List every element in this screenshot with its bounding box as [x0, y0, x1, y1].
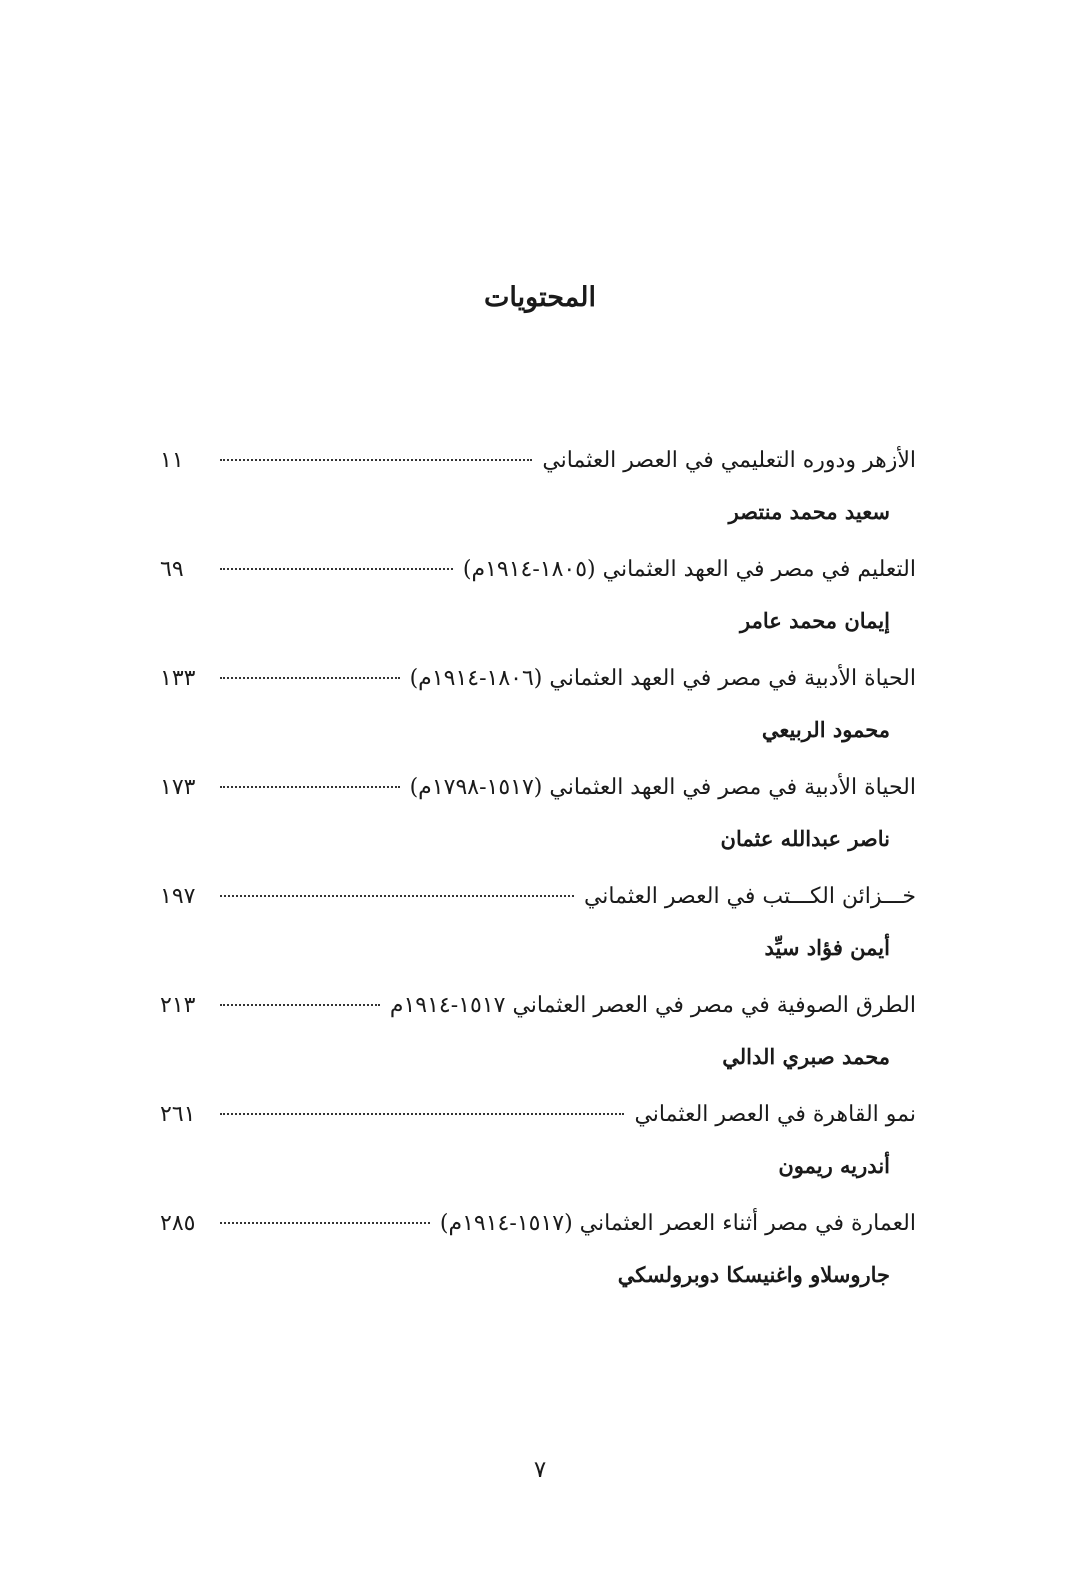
dot-leader: [220, 676, 400, 679]
toc-entry-title: الأزهر ودوره التعليمي في العصر العثماني: [542, 448, 916, 473]
dot-leader: [220, 1221, 430, 1224]
toc-entry: [160, 993, 916, 1102]
toc-entry-page: ١٩٧: [160, 884, 196, 909]
toc-entry: [160, 775, 916, 884]
toc-entry-line: [160, 666, 916, 710]
toc-entry-title: الحياة الأدبية في مصر في العهد العثماني (١٨٠٦-١٩١٤م): [409, 666, 916, 691]
toc-entry-title: الحياة الأدبية في مصر في العهد العثماني (١٥١٧-١٧٩٨م): [409, 775, 916, 800]
toc-entry-page: ٢٦١: [160, 1102, 196, 1127]
toc-entry-title: العمارة في مصر أثناء العصر العثماني (١٥١٧-١٩١٤م): [439, 1211, 916, 1236]
toc-entry-page: ١١: [160, 448, 184, 473]
dot-leader: [220, 567, 453, 570]
toc-entry: [160, 1102, 916, 1211]
toc-entry-page: ٦٩: [160, 557, 184, 582]
toc-entry-author: محمد صبري الدالي: [722, 1044, 890, 1069]
table-of-contents: [160, 448, 916, 1320]
toc-entry-line: [160, 1102, 916, 1146]
toc-entry: [160, 884, 916, 993]
toc-entry-line: [160, 448, 916, 492]
toc-entry-author: محمود الربيعي: [761, 717, 890, 742]
page-number: ٧: [533, 1457, 547, 1483]
toc-entry-line: [160, 884, 916, 928]
toc-entry-line: [160, 557, 916, 601]
toc-entry: [160, 448, 916, 557]
toc-entry-page: ٢٨٥: [160, 1211, 196, 1236]
toc-entry-page: ٢١٣: [160, 993, 196, 1018]
dot-leader: [220, 894, 574, 897]
dot-leader: [220, 1003, 380, 1006]
toc-entry: [160, 557, 916, 666]
dot-leader: [220, 458, 532, 461]
toc-entry-line: [160, 775, 916, 819]
toc-entry: [160, 1211, 916, 1320]
toc-entry-author: سعيد محمد منتصر: [728, 499, 890, 524]
toc-entry-author: ناصر عبدالله عثمان: [720, 826, 890, 851]
toc-entry-title: الطرق الصوفية في مصر في العصر العثماني ١٥١٧-١٩١٤م: [389, 993, 916, 1018]
dot-leader: [220, 1112, 624, 1115]
toc-entry-page: ١٣٣: [160, 666, 196, 691]
toc-entry-author: أيمن فؤاد سيِّد: [764, 935, 890, 960]
page-title: المحتويات: [483, 282, 597, 313]
toc-entry-line: [160, 993, 916, 1037]
toc-entry-page: ١٧٣: [160, 775, 196, 800]
toc-entry-title: خـــزائن الكـــتب في العصر العثماني: [583, 884, 916, 909]
dot-leader: [220, 785, 400, 788]
toc-entry-line: [160, 1211, 916, 1255]
toc-entry-author: إيمان محمد عامر: [740, 608, 890, 633]
toc-entry-author: جاروسلاو واغنيسكا دوبرولسكي: [617, 1262, 890, 1287]
toc-entry: [160, 666, 916, 775]
toc-entry-author: أندريه ريمون: [778, 1153, 890, 1178]
toc-entry-title: نمو القاهرة في العصر العثماني: [634, 1102, 916, 1127]
toc-entry-title: التعليم في مصر في العهد العثماني (١٨٠٥-١٩١٤م): [462, 557, 916, 582]
